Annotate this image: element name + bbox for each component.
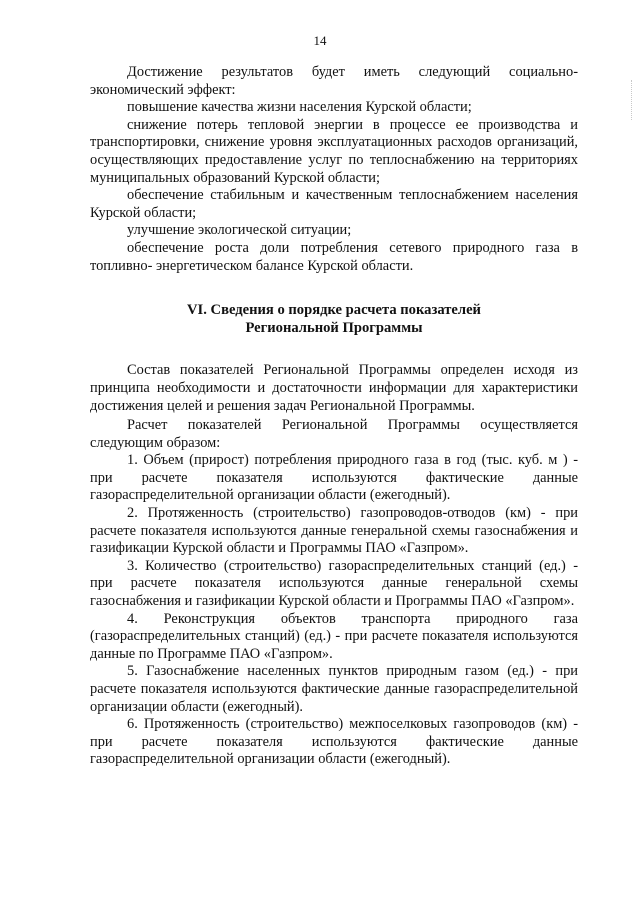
indicator-item: 3. Количество (строительство) газораспределительных станций (ед.) - при расчете показателя используются данные генеральной схемы газоснабжения и газификации Курской области и Программы ПАО «Газпром». [90, 557, 578, 610]
effect-item: улучшение экологической ситуации; [127, 222, 352, 239]
effect-item: снижение потерь тепловой энергии в процессе ее производства и транспортировки, снижение уровня эксплуатационных расходов организаций, осуществляющих предоставление услуг по теплоснабжению на территориях муниципальных образований Курской области; [90, 116, 578, 186]
indicator-item: 1. Объем (прирост) потребления природного газа в год (тыс. куб. м ) - при расчете показателя используются фактические данные газораспределительной организации области (ежегодный). [90, 452, 578, 504]
effects-lead-paragraph: Достижение результатов будет иметь следующий социально-экономический эффект: [90, 64, 578, 98]
section-paragraph: Расчет показателей Региональной Программы осуществляется следующим образом: [90, 417, 578, 451]
section-heading [90, 302, 578, 337]
section-paragraph: Состав показателей Региональной Программы определен исходя из принципа необходимости и достаточности информации для характеристики достижения целей и решения задач Региональной Программы. [90, 362, 578, 414]
effect-item: обеспечение роста доли потребления сетевого природного газа в топливно- энергетическом балансе Курской области. [90, 239, 578, 274]
indicator-item: 5. Газоснабжение населенных пунктов природным газом (ед.) - при расчете показателя используются фактические данные газораспределительной организации области (ежегодный). [90, 663, 578, 715]
section-heading-line: VI. Сведения о порядке расчета показателей [187, 302, 481, 319]
indicator-item: 4. Реконструкция объектов транспорта природного газа (газораспределительных станций) (ед.) - при расчете показателя используются данные по Программе ПАО «Газпром». [90, 610, 578, 662]
indicator-item: 2. Протяженность (строительство) газопроводов-отводов (км) - при расчете показателя используются данные генеральной схемы газоснабжения и газификации Курской области и Программы ПАО «Газпром». [90, 505, 578, 557]
effect-item: обеспечение стабильным и качественным теплоснабжением населения Курской области; [90, 187, 578, 221]
indicator-item: 6. Протяженность (строительство) межпоселковых газопроводов (км) - при расчете показателя используются фактические данные газораспределительной организации области (ежегодный). [90, 716, 578, 768]
section-heading-line: Региональной Программы [245, 319, 423, 336]
effect-item: повышение качества жизни населения Курской области; [127, 99, 472, 116]
scan-edge-mark [631, 80, 636, 120]
page-number: 14 [313, 33, 327, 48]
document-body [90, 64, 578, 769]
